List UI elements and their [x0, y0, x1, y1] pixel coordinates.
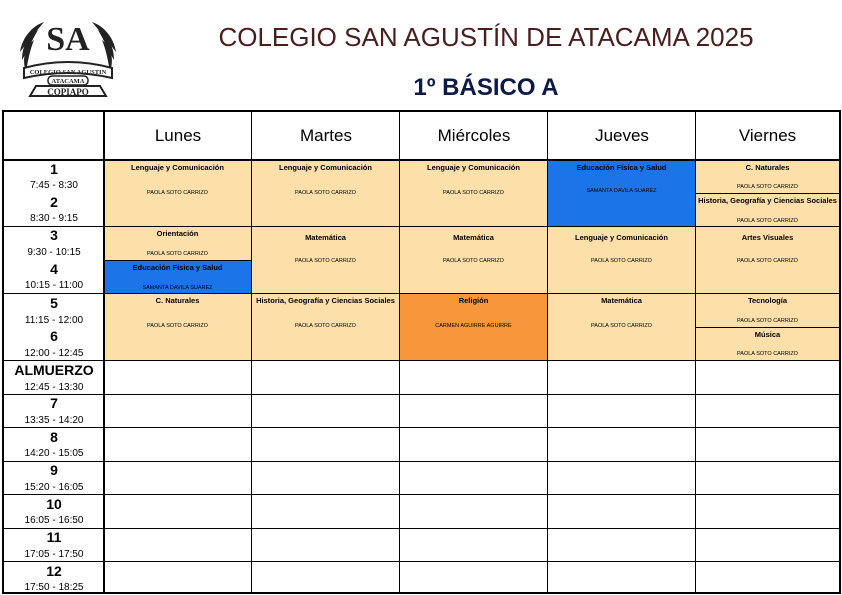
row-divider: [4, 293, 839, 294]
schedule-table: [2, 110, 841, 594]
period-number: 8: [50, 429, 58, 445]
class-cell[interactable]: [104, 226, 251, 260]
svg-text:SA: SA: [46, 21, 90, 58]
svg-text:ATACAMA: ATACAMA: [51, 78, 85, 85]
teacher-label: PAOLA SOTO CARRIZO: [737, 184, 798, 190]
day-header-jueves: Jueves: [595, 126, 649, 145]
teacher-label: SAMANTA DAVILA SUAREZ: [586, 188, 657, 194]
period-time: 10:15 - 11:00: [24, 280, 84, 291]
class-cell[interactable]: [548, 293, 695, 360]
subject-label: Historia, Geografía y Ciencias Sociales: [256, 296, 395, 305]
subject-label: Educación Física y Salud: [576, 163, 667, 172]
period-number: 11: [46, 529, 62, 545]
subject-label: Lenguaje y Comunicación: [575, 233, 668, 242]
period-number: 10: [46, 496, 62, 512]
teacher-label: PAOLA SOTO CARRIZO: [737, 351, 798, 357]
class-cell[interactable]: [696, 293, 839, 327]
class-cell[interactable]: [696, 193, 839, 226]
header-divider: [4, 159, 839, 161]
class-cell[interactable]: [400, 160, 547, 226]
period-number: 7: [50, 395, 58, 411]
class-cell[interactable]: [400, 226, 547, 293]
period-number: 2: [50, 194, 58, 210]
period-time: 15:20 - 16:05: [24, 482, 84, 493]
class-cell[interactable]: [548, 160, 695, 226]
lunch-label: ALMUERZO: [14, 362, 94, 378]
period-time: 13:35 - 14:20: [24, 415, 84, 426]
subject-label: Historia, Geografía y Ciencias Sociales: [698, 196, 837, 205]
teacher-label: PAOLA SOTO CARRIZO: [147, 251, 208, 257]
row-divider: [104, 260, 251, 261]
period-number: 5: [50, 295, 58, 311]
row-divider: [4, 226, 839, 227]
class-name-heading: 1º BÁSICO A: [413, 74, 559, 101]
day-header-miercoles: Miércoles: [437, 126, 511, 145]
period-number: 1: [50, 161, 58, 177]
period-time: 8:30 - 9:15: [30, 213, 78, 224]
subject-label: Matemática: [453, 233, 494, 242]
cell-divider: [696, 193, 839, 194]
column-divider: [695, 112, 696, 594]
period-time: 7:45 - 8:30: [30, 180, 78, 191]
teacher-label: PAOLA SOTO CARRIZO: [737, 218, 798, 224]
period-time: 14:20 - 15:05: [24, 448, 84, 459]
period-number: 9: [50, 462, 58, 478]
period-time: 12:45 - 13:30: [24, 382, 84, 393]
class-cell[interactable]: [400, 293, 547, 360]
period-time: 17:05 - 17:50: [24, 549, 84, 560]
column-divider: [399, 112, 400, 594]
teacher-label: SAMANTA DAVILA SUAREZ: [142, 285, 213, 291]
teacher-label: PAOLA SOTO CARRIZO: [295, 190, 356, 196]
row-divider: [4, 561, 839, 562]
period-time: 17:50 - 18:25: [24, 582, 84, 593]
column-divider: [103, 112, 105, 594]
day-header-lunes: Lunes: [154, 126, 202, 145]
teacher-label: PAOLA SOTO CARRIZO: [295, 258, 356, 264]
period-time: 16:05 - 16:50: [24, 515, 84, 526]
school-crest-icon: [14, 12, 122, 100]
row-divider: [4, 461, 839, 462]
subject-label: Artes Visuales: [741, 233, 794, 242]
teacher-label: PAOLA SOTO CARRIZO: [443, 258, 504, 264]
class-cell[interactable]: [252, 226, 399, 293]
teacher-label: PAOLA SOTO CARRIZO: [147, 323, 208, 329]
subject-label: Tecnología: [747, 296, 788, 305]
subject-label: Música: [754, 330, 781, 339]
subject-label: Lenguaje y Comunicación: [279, 163, 372, 172]
row-divider: [4, 528, 839, 529]
row-divider: [4, 494, 839, 495]
teacher-label: PAOLA SOTO CARRIZO: [591, 258, 652, 264]
period-number: 12: [46, 563, 62, 579]
teacher-label: CARMEN AGUIRRE AGUIRRE: [435, 323, 512, 329]
period-time: 12:00 - 12:45: [24, 348, 84, 359]
teacher-label: PAOLA SOTO CARRIZO: [737, 318, 798, 324]
svg-text:COLEGIO SAN AGUSTIN: COLEGIO SAN AGUSTIN: [29, 69, 107, 76]
period-time: 11:15 - 12:00: [24, 315, 84, 326]
cell-divider: [696, 327, 839, 328]
class-cell[interactable]: [696, 226, 839, 293]
column-divider: [251, 112, 252, 594]
subject-label: Matemática: [601, 296, 642, 305]
teacher-label: PAOLA SOTO CARRIZO: [295, 323, 356, 329]
subject-label: C. Naturales: [155, 296, 200, 305]
svg-text:COPIAPO: COPIAPO: [47, 87, 89, 97]
day-header-martes: Martes: [300, 126, 352, 145]
teacher-label: PAOLA SOTO CARRIZO: [443, 190, 504, 196]
teacher-label: PAOLA SOTO CARRIZO: [591, 323, 652, 329]
class-cell[interactable]: [252, 160, 399, 226]
row-divider: [4, 427, 839, 428]
class-cell[interactable]: [252, 293, 399, 360]
subject-label: Orientación: [156, 229, 199, 238]
class-cell[interactable]: [548, 226, 695, 293]
period-number: 4: [50, 261, 58, 277]
class-cell[interactable]: [104, 260, 251, 293]
row-divider: [4, 360, 839, 361]
teacher-label: PAOLA SOTO CARRIZO: [147, 190, 208, 196]
row-divider: [4, 394, 839, 395]
page-title: COLEGIO SAN AGUSTÍN DE ATACAMA 2025: [218, 22, 754, 52]
column-divider: [547, 112, 548, 594]
period-number: 3: [50, 227, 58, 243]
teacher-label: PAOLA SOTO CARRIZO: [737, 258, 798, 264]
subject-label: Matemática: [305, 233, 346, 242]
period-number: 6: [50, 328, 58, 344]
subject-label: Lenguaje y Comunicación: [427, 163, 520, 172]
day-header-viernes: Viernes: [738, 126, 797, 145]
class-cell[interactable]: [696, 160, 839, 193]
subject-label: C. Naturales: [745, 163, 790, 172]
subject-label: Religión: [458, 296, 489, 305]
class-cell[interactable]: [104, 293, 251, 360]
class-cell[interactable]: [696, 327, 839, 360]
school-logo: [14, 12, 122, 100]
subject-label: Educación Física y Salud: [132, 263, 223, 272]
subject-label: Lenguaje y Comunicación: [131, 163, 224, 172]
class-cell[interactable]: [104, 160, 251, 226]
period-time: 9:30 - 10:15: [27, 247, 81, 258]
